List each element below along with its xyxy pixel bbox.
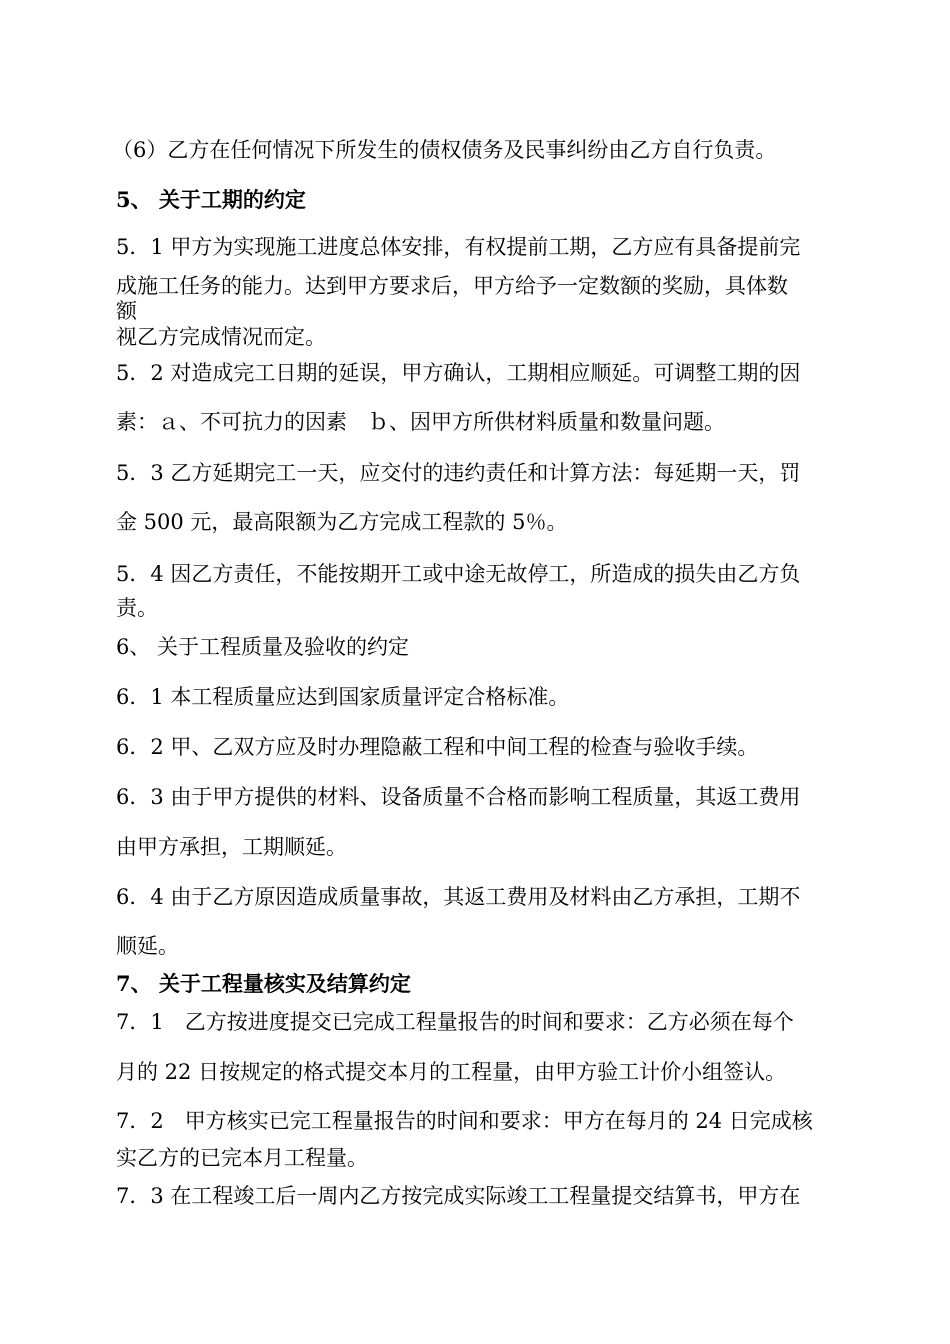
clause-5-1-line2: 成施工任务的能力。达到甲方要求后，甲方给予一定数额的奖励，具体数	[116, 274, 788, 298]
clause-6-4-line2: 顺延。	[116, 934, 179, 958]
clause-6-2: 6．2 甲、乙双方应及时办理隐蔽工程和中间工程的检查与验收手续。	[116, 735, 759, 759]
clause-6-4-line1: 6．4 由于乙方原因造成质量事故，其返工费用及材料由乙方承担，工期不	[116, 885, 801, 909]
clause-5-3-line2: 金 500 元，最高限额为乙方完成工程款的 5％。	[116, 510, 568, 534]
clause-5-3-line1: 5．3 乙方延期完工一天，应交付的违约责任和计算方法：每延期一天，罚	[116, 461, 801, 485]
clause-7-1-line1: 7．1 乙方按进度提交已完成工程量报告的时间和要求：乙方必须在每个	[116, 1010, 794, 1034]
clause-5-4-line1: 5．4 因乙方责任，不能按期开工或中途无故停工，所造成的损失由乙方负	[116, 562, 801, 586]
clause-7-2-line1: 7．2 甲方核实已完工程量报告的时间和要求：甲方在每月的 24 日完成核	[116, 1109, 813, 1133]
heading-6: 6、 关于工程质量及验收的约定	[116, 635, 410, 659]
clause-6-6: （6）乙方在任何情况下所发生的债权债务及民事纠纷由乙方自行负责。	[112, 138, 777, 162]
clause-7-3-line1: 7．3 在工程竣工后一周内乙方按完成实际竣工工程量提交结算书，甲方在	[116, 1184, 801, 1208]
clause-6-1: 6．1 本工程质量应达到国家质量评定合格标准。	[116, 685, 570, 709]
clause-5-4-line2: 责。	[116, 596, 158, 620]
clause-7-1-line2: 月的 22 日按规定的格式提交本月的工程量，由甲方验工计价小组签认。	[116, 1060, 787, 1084]
clause-5-1-line1: 5．1 甲方为实现施工进度总体安排，有权提前工期，乙方应有具备提前完	[116, 235, 801, 259]
clause-5-1-line3: 额	[116, 299, 137, 323]
clause-5-1-line4: 视乙方完成情况而定。	[116, 325, 326, 349]
clause-7-2-line2: 实乙方的已完本月工程量。	[116, 1146, 368, 1170]
clause-5-2-line2: 素：ａ、不可抗力的因素 ｂ、因甲方所供材料质量和数量问题。	[116, 410, 725, 434]
clause-6-3-line1: 6．3 由于甲方提供的材料、设备质量不合格而影响工程质量，其返工费用	[116, 785, 801, 809]
heading-7: 7、 关于工程量核实及结算约定	[116, 971, 411, 996]
clause-6-3-line2: 由甲方承担，工期顺延。	[116, 835, 347, 859]
heading-5: 5、 关于工期的约定	[116, 187, 306, 212]
clause-5-2-line1: 5．2 对造成完工日期的延误，甲方确认，工期相应顺延。可调整工期的因	[116, 361, 801, 385]
